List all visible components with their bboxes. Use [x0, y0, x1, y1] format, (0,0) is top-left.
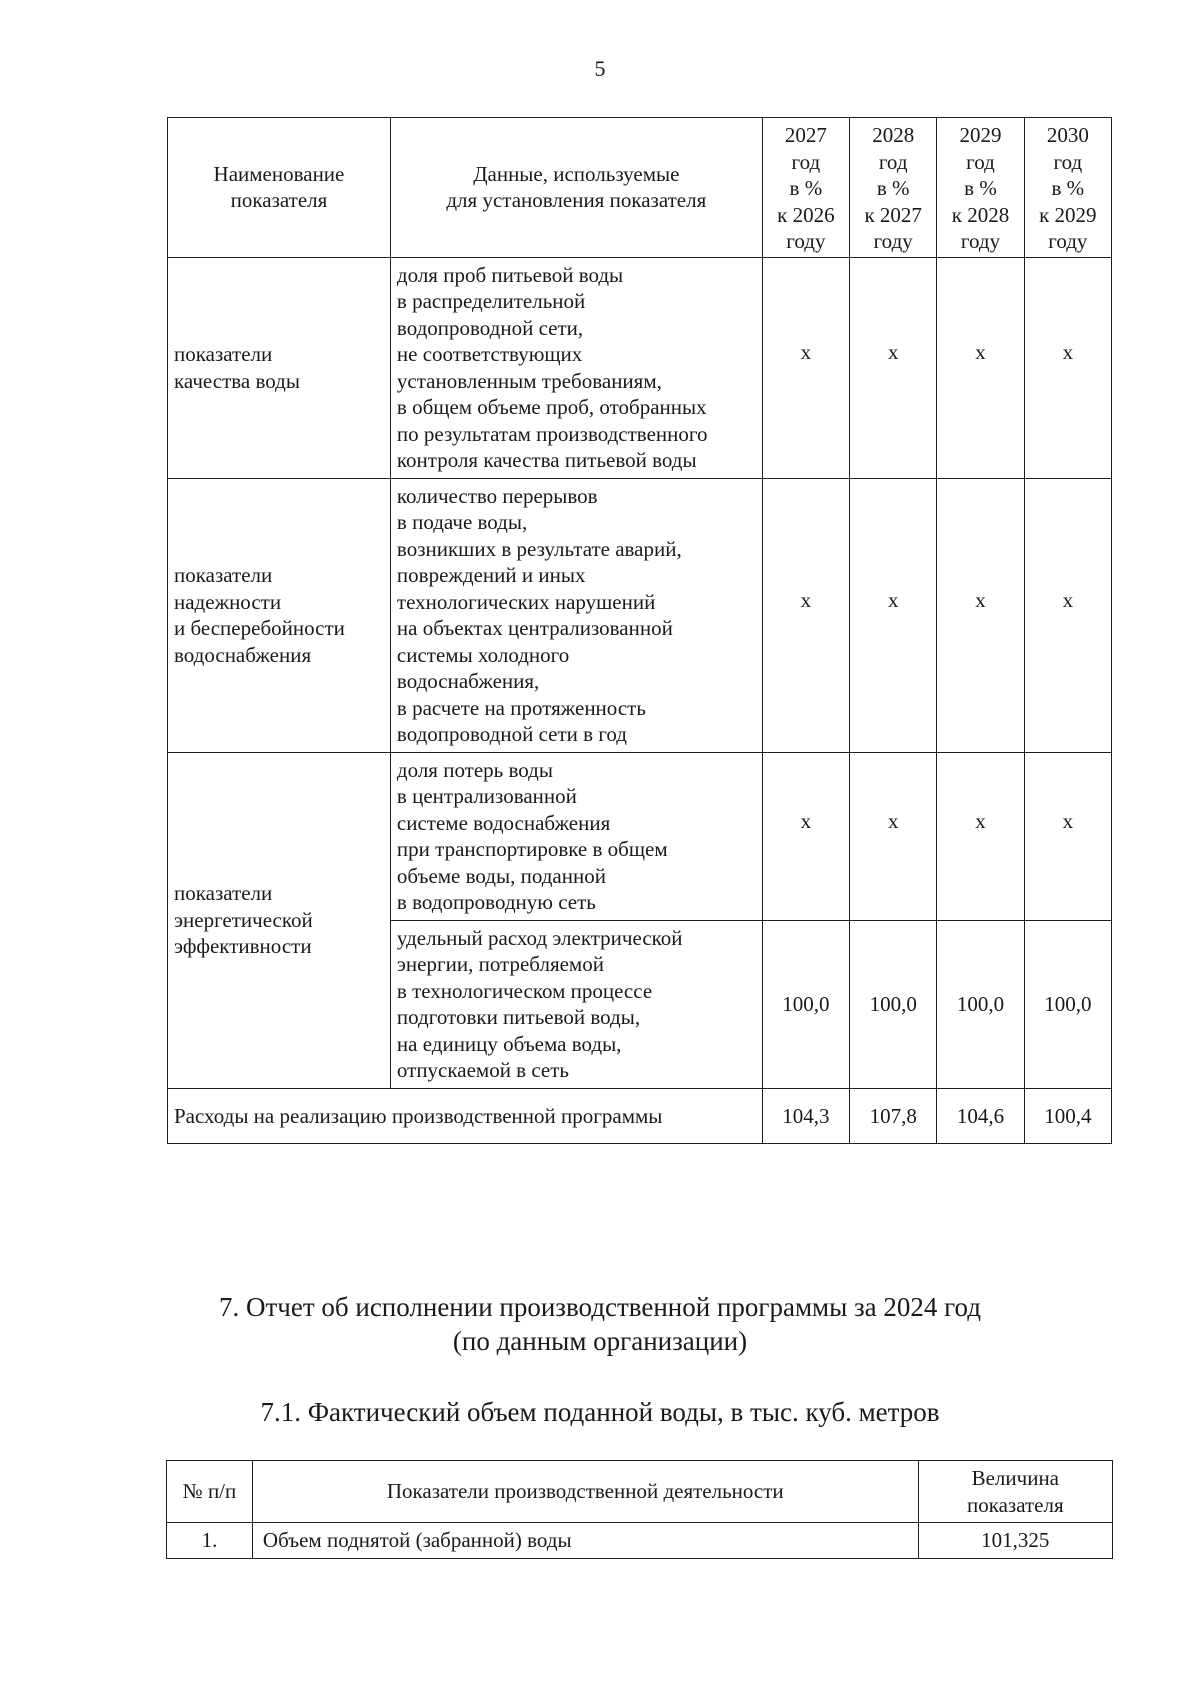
section-heading-line: 7. Отчет об исполнении производственной программы за 2024 год [218, 1292, 982, 1322]
value-cell: x [762, 752, 849, 920]
row-indicator: Объем поднятой (забранной) воды [252, 1523, 918, 1559]
value-cell: x [850, 478, 937, 752]
header-line: году [1048, 229, 1088, 253]
header-year-2030 [1024, 118, 1111, 258]
row-num: 1. [167, 1523, 253, 1559]
header-line: в % [964, 176, 997, 200]
data-line: в технологическом процессе [396, 978, 653, 1003]
indicator-name-line: и бесперебойности [174, 616, 345, 640]
indicator-data-cell [390, 257, 762, 478]
header-line: год [791, 149, 821, 174]
data-line: в распределительной [396, 289, 586, 313]
indicator-data-cell [390, 752, 762, 920]
data-line: водопроводной сети, [396, 315, 584, 340]
data-line: подготовки питьевой воды, [396, 1005, 641, 1029]
table-row [168, 478, 1112, 752]
data-line: объеме воды, поданной [396, 863, 606, 888]
value-cell: x [762, 478, 849, 752]
value-cell: x [762, 257, 849, 478]
header-line: году [873, 229, 913, 253]
value-cell: x [937, 478, 1024, 752]
header-line: год [878, 149, 908, 174]
value-cell: 100,0 [937, 920, 1024, 1088]
data-line: на единицу объема воды, [396, 1031, 622, 1056]
data-line: системы холодного [396, 642, 570, 667]
value-cell: x [1024, 257, 1111, 478]
data-line: повреждений и иных [396, 563, 586, 587]
header-line: показателя [966, 1492, 1064, 1517]
total-value-cell: 107,8 [850, 1088, 937, 1144]
value-cell: x [1024, 478, 1111, 752]
table-header-row [167, 1461, 1113, 1523]
header-line: для установления показателя [446, 188, 707, 213]
indicator-name-line: показатели [174, 881, 273, 906]
value-cell: 100,0 [762, 920, 849, 1088]
value-cell: 100,0 [850, 920, 937, 1088]
data-line: водоснабжения, [396, 669, 540, 693]
header-line: к 2026 [777, 202, 835, 227]
header-line: 2029 [959, 123, 1002, 147]
header-line: год [1053, 149, 1083, 174]
value-cell: x [937, 752, 1024, 920]
header-line: год [966, 149, 995, 174]
section-7-1-heading: 7.1. Фактический объем поданной воды, в тыс. куб. метров [260, 1397, 940, 1427]
indicator-name-line: показатели [174, 563, 273, 587]
data-line: удельный расход электрической [396, 925, 683, 950]
water-volume-table [166, 1460, 1113, 1559]
header-line: к 2029 [1039, 202, 1097, 227]
header-indicator: Показатели производственной деятельности [252, 1461, 918, 1523]
data-line: при транспортировке в общем [396, 837, 668, 861]
header-line: к 2028 [951, 202, 1010, 227]
table-row [167, 1523, 1113, 1559]
header-line: 2027 [784, 123, 827, 147]
data-line: энергии, потребляемой [396, 952, 604, 976]
header-year-2029 [937, 118, 1024, 258]
value-cell: x [850, 257, 937, 478]
indicator-data-cell [390, 920, 762, 1088]
total-value-cell: 104,6 [937, 1088, 1024, 1144]
data-line: контроля качества питьевой воды [396, 448, 697, 472]
indicator-name-line: эффективности [174, 934, 312, 959]
value-cell: x [1024, 752, 1111, 920]
data-line: отпускаемой в сеть [396, 1058, 570, 1082]
header-line: Наименование [213, 161, 345, 186]
table-row [168, 257, 1112, 478]
header-year-2028 [850, 118, 937, 258]
indicator-name-line: качества воды [174, 368, 300, 393]
indicator-name-line: надежности [174, 589, 282, 614]
data-line: по результатам производственного [396, 421, 708, 446]
value-cell: 100,0 [1024, 920, 1111, 1088]
header-line: к 2027 [864, 202, 922, 227]
header-line: в % [789, 176, 823, 200]
header-line: Данные, используемые [473, 161, 680, 186]
data-line: в водопроводную сеть [396, 890, 596, 914]
header-year-2027 [762, 118, 849, 258]
data-line: водопроводной сети в год [396, 722, 627, 746]
header-line: году [960, 229, 1001, 253]
page-number: 5 [594, 56, 606, 81]
header-value [918, 1461, 1112, 1523]
indicator-name-line: энергетической [174, 907, 313, 932]
section-heading-line: (по данным организации) [452, 1326, 748, 1356]
data-line: доля потерь воды [396, 757, 553, 782]
data-line: на объектах централизованной [396, 616, 673, 640]
header-line: 2030 [1046, 123, 1089, 147]
data-line: количество перерывов [396, 483, 598, 508]
data-line: доля проб питьевой воды [396, 262, 624, 287]
header-line: показателя [230, 188, 328, 213]
indicators-table [167, 117, 1112, 1144]
data-line: в общем объеме проб, отобранных [396, 395, 707, 419]
total-value-cell: 100,4 [1024, 1088, 1111, 1144]
total-value-cell: 104,3 [762, 1088, 849, 1144]
total-label: Расходы на реализацию производственной программы [168, 1088, 763, 1144]
data-line: в расчете на протяженность [396, 695, 646, 720]
header-line: году [786, 229, 826, 253]
data-line: в централизованной [396, 784, 577, 808]
section-7-heading [0, 1290, 1200, 1358]
header-line: в % [1051, 176, 1085, 200]
table-header-row [168, 118, 1112, 258]
value-cell: x [850, 752, 937, 920]
data-line: технологических нарушений [396, 589, 656, 614]
header-line: в % [876, 176, 910, 200]
header-line: 2028 [872, 123, 915, 147]
data-line: не соответствующих [396, 342, 583, 366]
row-value: 101,325 [918, 1523, 1112, 1559]
indicator-name-line: показатели [174, 342, 273, 366]
header-num: № п/п [167, 1461, 253, 1523]
value-cell: x [937, 257, 1024, 478]
header-indicator-name [168, 118, 391, 258]
data-line: системе водоснабжения [396, 810, 611, 835]
table-total-row [168, 1088, 1112, 1144]
header-line: Величина [971, 1466, 1059, 1490]
indicator-name-cell [168, 257, 391, 478]
indicator-data-cell [390, 478, 762, 752]
data-line: возникших в результате аварий, [396, 536, 682, 561]
indicator-name-cell [168, 478, 391, 752]
indicator-name-cell [168, 752, 391, 1088]
data-line: установленным требованиям, [396, 368, 662, 393]
table-row [168, 752, 1112, 920]
data-line: в подаче воды, [396, 510, 528, 534]
header-data-used [390, 118, 762, 258]
indicator-name-line: водоснабжения [174, 642, 312, 667]
